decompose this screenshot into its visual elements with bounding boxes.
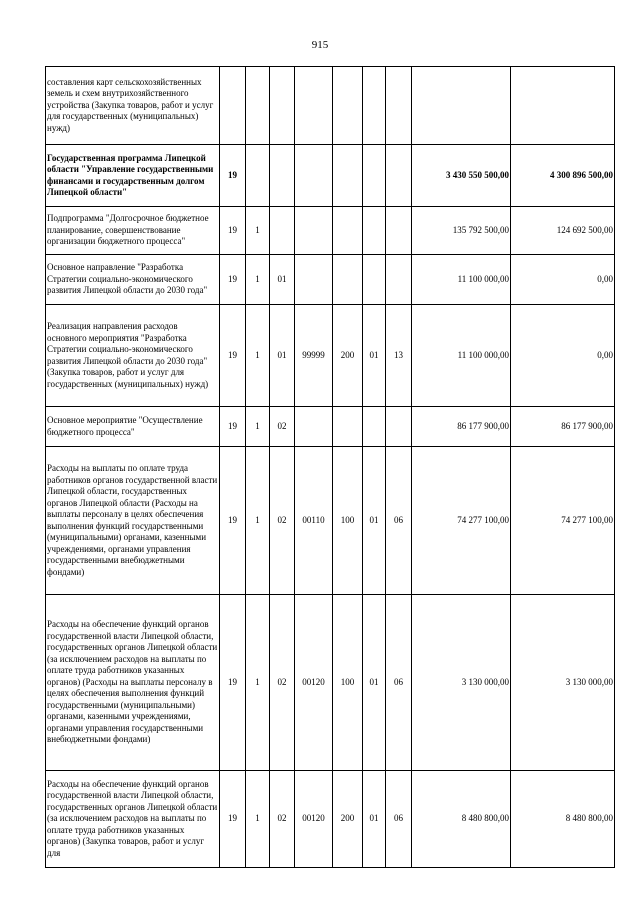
cell-section	[363, 207, 386, 255]
table-row	[46, 145, 615, 207]
cell-main-event-code: 01	[270, 305, 295, 407]
cell-subprogram-code: 1	[246, 255, 270, 305]
table-row	[46, 255, 615, 305]
cell-section: 01	[363, 771, 386, 868]
cell-main-event-code: 02	[270, 771, 295, 868]
cell-amount-year-1: 11 100 000,00	[412, 255, 511, 305]
cell-subprogram-code	[246, 145, 270, 207]
cell-subprogram-code: 1	[246, 207, 270, 255]
budget-table-body	[46, 67, 615, 868]
cell-main-event-code: 02	[270, 447, 295, 595]
row-description: Государственная программа Липецкой области "Управление государственными финансами и государственным долгом Липецкой области"	[46, 145, 220, 207]
cell-amount-year-2: 86 177 900,00	[511, 407, 615, 447]
cell-main-event-code	[270, 67, 295, 145]
cell-subprogram-code: 1	[246, 305, 270, 407]
cell-subsection: 06	[386, 447, 412, 595]
cell-expense-type: 200	[333, 305, 363, 407]
budget-table	[45, 66, 615, 868]
row-description: Основное мероприятие "Осуществление бюджетного процесса"	[46, 407, 220, 447]
cell-main-event-code: 02	[270, 407, 295, 447]
row-description: Расходы на выплаты по оплате труда работников органов государственной власти Липецкой области, государственных органов Липецкой области (Расходы на выплаты персоналу в целях обеспечения выполнения функций государственными (муниципальными) органами, казенными учреждениями, органами управления государственными внебюджетными фондами)	[46, 447, 220, 595]
cell-amount-year-1: 8 480 800,00	[412, 771, 511, 868]
cell-amount-year-1: 74 277 100,00	[412, 447, 511, 595]
cell-amount-year-2	[511, 67, 615, 145]
cell-subsection	[386, 407, 412, 447]
cell-direction-code	[295, 67, 333, 145]
cell-expense-type: 100	[333, 595, 363, 771]
cell-subsection: 06	[386, 595, 412, 771]
cell-amount-year-2: 124 692 500,00	[511, 207, 615, 255]
cell-amount-year-2: 3 130 000,00	[511, 595, 615, 771]
page-number: 915	[311, 39, 329, 51]
cell-amount-year-2: 8 480 800,00	[511, 771, 615, 868]
table-row	[46, 407, 615, 447]
cell-expense-type: 100	[333, 447, 363, 595]
cell-amount-year-1	[412, 67, 511, 145]
row-description: Расходы на обеспечение функций органов государственной власти Липецкой области, государственных органов Липецкой области (за исключением расходов на выплаты по оплате труда работников указанных органов) (Закупка товаров, работ и услуг для	[46, 771, 220, 868]
cell-direction-code: 00110	[295, 447, 333, 595]
table-row	[46, 67, 615, 145]
cell-amount-year-1: 11 100 000,00	[412, 305, 511, 407]
cell-amount-year-2: 4 300 896 500,00	[511, 145, 615, 207]
cell-main-event-code	[270, 207, 295, 255]
cell-expense-type: 200	[333, 771, 363, 868]
row-description: Подпрограмма "Долгосрочное бюджетное планирование, совершенствование организации бюджетного процесса"	[46, 207, 220, 255]
cell-amount-year-1: 3 430 550 500,00	[412, 145, 511, 207]
cell-admin-code	[220, 67, 246, 145]
cell-direction-code	[295, 207, 333, 255]
cell-section: 01	[363, 595, 386, 771]
cell-main-event-code	[270, 145, 295, 207]
cell-section	[363, 145, 386, 207]
cell-admin-code: 19	[220, 255, 246, 305]
cell-main-event-code: 02	[270, 595, 295, 771]
row-description: Основное направление "Разработка Стратегии социально-экономического развития Липецкой области до 2030 года"	[46, 255, 220, 305]
row-description: Расходы на обеспечение функций органов государственной власти Липецкой области, государственных органов Липецкой области (за исключением расходов на выплаты по оплате труда работников указанных органов) (Расходы на выплаты персоналу в целях обеспечения выполнения функций государственными (муниципальными) органами, казенными учреждениями, органами управления государственными внебюджетными фондами)	[46, 595, 220, 771]
cell-admin-code: 19	[220, 595, 246, 771]
cell-section: 01	[363, 305, 386, 407]
cell-subprogram-code: 1	[246, 771, 270, 868]
cell-direction-code	[295, 407, 333, 447]
cell-amount-year-1: 135 792 500,00	[412, 207, 511, 255]
cell-admin-code: 19	[220, 407, 246, 447]
cell-admin-code: 19	[220, 145, 246, 207]
cell-direction-code: 00120	[295, 771, 333, 868]
cell-direction-code	[295, 255, 333, 305]
cell-amount-year-1: 3 130 000,00	[412, 595, 511, 771]
cell-subprogram-code	[246, 67, 270, 145]
cell-section	[363, 255, 386, 305]
cell-expense-type	[333, 67, 363, 145]
row-description: Реализация направления расходов основного мероприятия "Разработка Стратегии социально-экономического развития Липецкой области до 2030 года" (Закупка товаров, работ и услуг для государственных (муниципальных) нужд)	[46, 305, 220, 407]
cell-admin-code: 19	[220, 447, 246, 595]
cell-main-event-code: 01	[270, 255, 295, 305]
table-row	[46, 305, 615, 407]
cell-subsection: 13	[386, 305, 412, 407]
cell-expense-type	[333, 207, 363, 255]
cell-subsection	[386, 67, 412, 145]
cell-section: 01	[363, 447, 386, 595]
table-row	[46, 771, 615, 868]
table-row	[46, 447, 615, 595]
cell-section	[363, 407, 386, 447]
cell-amount-year-1: 86 177 900,00	[412, 407, 511, 447]
cell-direction-code	[295, 145, 333, 207]
cell-admin-code: 19	[220, 771, 246, 868]
cell-subsection	[386, 255, 412, 305]
table-row	[46, 207, 615, 255]
cell-subprogram-code: 1	[246, 407, 270, 447]
cell-expense-type	[333, 145, 363, 207]
cell-amount-year-2: 0,00	[511, 305, 615, 407]
cell-expense-type	[333, 407, 363, 447]
cell-admin-code: 19	[220, 207, 246, 255]
cell-subsection	[386, 207, 412, 255]
cell-subprogram-code: 1	[246, 595, 270, 771]
cell-section	[363, 67, 386, 145]
cell-direction-code: 99999	[295, 305, 333, 407]
cell-amount-year-2: 0,00	[511, 255, 615, 305]
cell-subsection	[386, 145, 412, 207]
cell-expense-type	[333, 255, 363, 305]
row-description: составления карт сельскохозяйственных земель и схем внутрихозяйственного устройства (Закупка товаров, работ и услуг для государственных (муниципальных) нужд)	[46, 67, 220, 145]
cell-amount-year-2: 74 277 100,00	[511, 447, 615, 595]
table-row	[46, 595, 615, 771]
cell-direction-code: 00120	[295, 595, 333, 771]
cell-admin-code: 19	[220, 305, 246, 407]
cell-subprogram-code: 1	[246, 447, 270, 595]
cell-subsection: 06	[386, 771, 412, 868]
